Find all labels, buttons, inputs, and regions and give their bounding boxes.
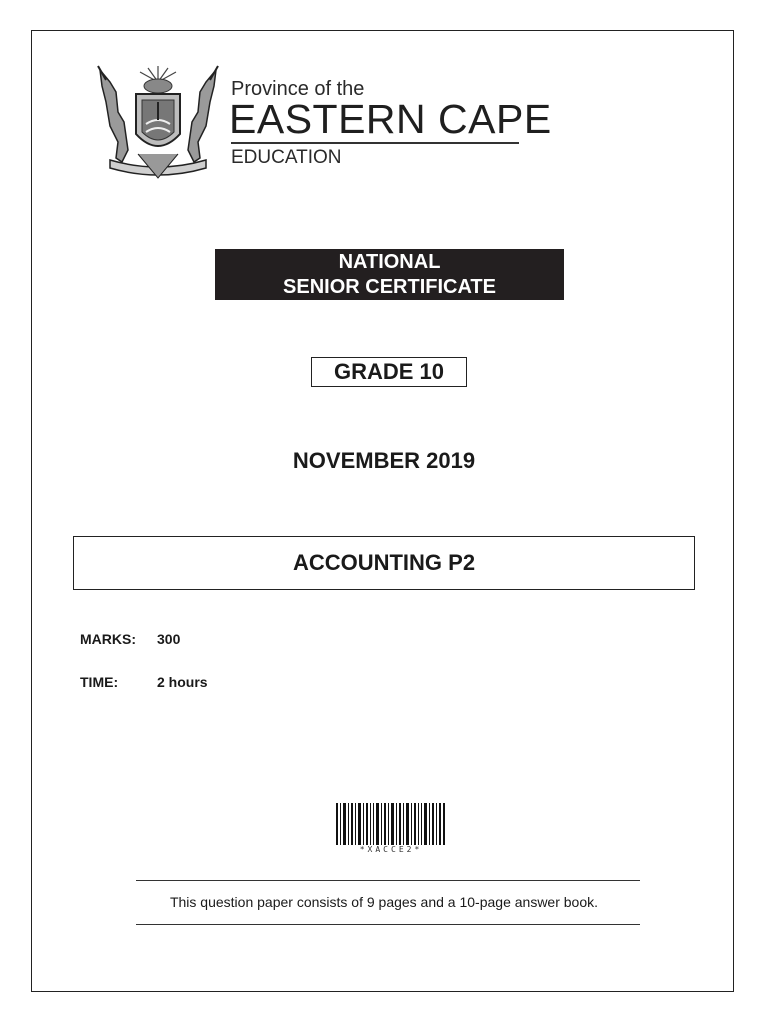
header-region-name: EASTERN CAPE bbox=[229, 96, 552, 142]
header-province-line: Province of the bbox=[231, 78, 365, 100]
time-value: 2 hours bbox=[157, 674, 208, 690]
grade-box: GRADE 10 bbox=[311, 357, 467, 387]
header-divider bbox=[231, 142, 519, 144]
barcode-icon bbox=[336, 803, 446, 845]
barcode-caption: *XACCE2* bbox=[359, 845, 423, 854]
footer-bottom-rule bbox=[136, 924, 640, 925]
time-label: TIME: bbox=[80, 674, 119, 690]
exam-date: NOVEMBER 2019 bbox=[292, 448, 476, 473]
subject-box: ACCOUNTING P2 bbox=[73, 536, 695, 590]
coat-of-arms-icon bbox=[88, 62, 228, 182]
certificate-banner bbox=[215, 249, 564, 300]
footer-note: This question paper consists of 9 pages and a 10-page answer book. bbox=[169, 894, 599, 910]
footer-top-rule bbox=[136, 880, 640, 881]
banner-line-2: SENIOR CERTIFICATE bbox=[283, 276, 496, 298]
marks-label: MARKS: bbox=[80, 631, 136, 647]
banner-line-1: NATIONAL bbox=[338, 251, 441, 273]
header-department: EDUCATION bbox=[231, 147, 342, 168]
marks-value: 300 bbox=[157, 631, 181, 647]
